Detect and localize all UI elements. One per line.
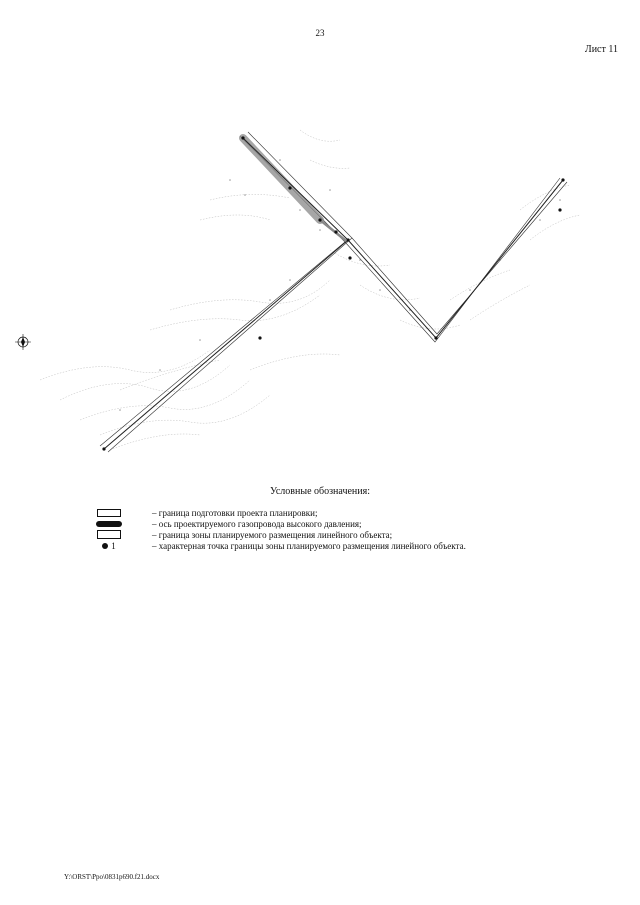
legend-title: Условные обозначения: [269, 486, 370, 497]
bold-line-icon [88, 518, 130, 529]
boundary-points [102, 136, 564, 450]
footer-file-path: Y:\ORST\Ppo\0831p690.f21.docx [64, 873, 160, 881]
legend-item-text: – ось проектируемого газопровода высокого давления; [152, 518, 362, 529]
page-number: 23 [315, 28, 325, 38]
rect-outline-icon [88, 507, 130, 518]
legend-item-text: – граница подготовки проекта планировки; [152, 507, 318, 518]
pipeline-centerline [104, 138, 563, 449]
legend-item-text: – граница зоны планируемого размещения линейного объекта; [152, 529, 393, 540]
survey-marks [119, 159, 561, 411]
legend-item [88, 540, 608, 551]
legend-item [88, 507, 608, 518]
legend [88, 507, 608, 551]
legend-item-text: – характерная точка границы зоны планируемого размещения линейного объекта. [152, 540, 466, 551]
point-icon [88, 540, 130, 551]
terrain-contours [40, 130, 580, 450]
planning-map [0, 70, 640, 480]
compass-icon [15, 334, 31, 350]
legend-item [88, 529, 608, 540]
zone-boundary [100, 132, 567, 452]
point-label: 1 [111, 540, 116, 551]
sheet-label: Лист 11 [584, 44, 618, 55]
legend-item [88, 518, 608, 529]
rect-outline-icon [88, 529, 130, 540]
